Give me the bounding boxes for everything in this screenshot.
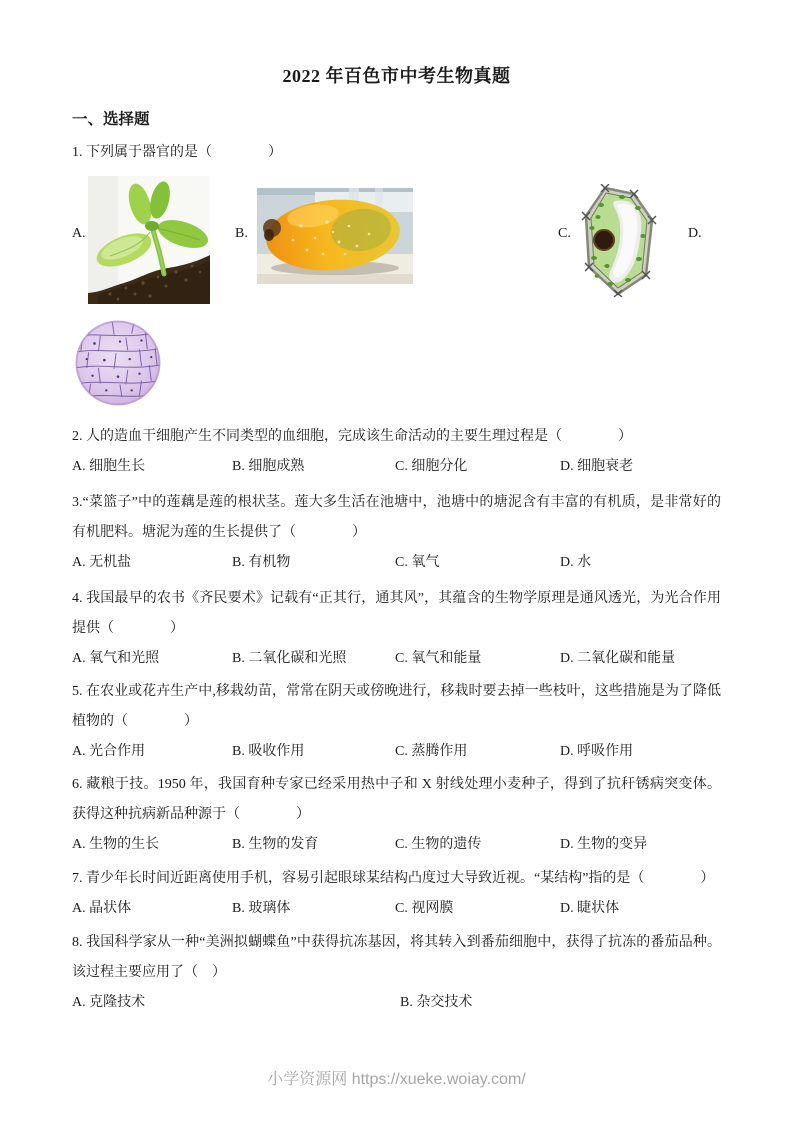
plant-cell-illustration (577, 184, 661, 297)
question-6 (72, 770, 721, 860)
question-7-option-a: A. 晶状体 (72, 901, 132, 916)
question-5-option-b: B. 吸收作用 (232, 744, 305, 759)
cell-micrograph (75, 320, 721, 406)
question-4-option-b: B. 二氧化碳和光照 (232, 651, 347, 666)
question-4-text: 4. 我国最早的农书《齐民要术》记载有“正其行，通其风”，其蕴含的生物学原理是通风透光，为光合作用提供（ ） (72, 591, 721, 636)
question-4-option-c: C. 氧气和能量 (395, 651, 482, 666)
footer-site-link[interactable]: 小学资源网 https://xueke.woiay.com/ (267, 1071, 526, 1088)
plant-cell-diagram (577, 184, 661, 297)
mango-illustration (257, 188, 413, 284)
seedling-photo (88, 176, 210, 304)
question-8-option-a: A. 克隆技术 (72, 995, 146, 1010)
question-7-text: 7. 青少年长时间近距离使用手机，容易引起眼球某结构凸度过大导致近视。“某结构”指的是（ ） (72, 871, 715, 886)
question-3-option-b: B. 有机物 (232, 555, 291, 570)
question-4-option-a: A. 氧气和光照 (72, 651, 160, 666)
question-4-option-d: D. 二氧化碳和能量 (560, 651, 676, 666)
question-8-option-b: B. 杂交技术 (400, 995, 473, 1010)
question-3-option-c: C. 氧气 (395, 555, 440, 570)
question-1-figure-row (72, 176, 721, 308)
question-7-option-d: D. 睫状体 (560, 901, 620, 916)
question-8 (72, 928, 721, 1018)
question-6-option-c: C. 生物的遗传 (395, 837, 482, 852)
micrograph-illustration (75, 320, 161, 406)
question-8-text: 8. 我国科学家从一种“美洲拟蝴蝶鱼”中获得抗冻基因，将其转入到番茄细胞中，获得了抗冻的番茄品种。该过程主要应用了（ ） (72, 935, 721, 980)
question-2-option-b: B. 细胞成熟 (232, 459, 305, 474)
question-2-option-a: A. 细胞生长 (72, 459, 146, 474)
question-5-option-d: D. 呼吸作用 (560, 744, 634, 759)
question-2-text: 2. 人的造血干细胞产生不同类型的血细胞，完成该生命活动的主要生理过程是（ ） (72, 429, 632, 444)
question-3-text: 3.“菜篮子”中的莲藕是莲的根状茎。莲大多生活在池塘中，池塘中的塘泥含有丰富的有机质，是非常好的有机肥料。塘泥为莲的生长提供了（ ） (72, 495, 721, 540)
mango-photo (257, 188, 413, 284)
question-7 (72, 864, 721, 924)
question-5 (72, 677, 721, 767)
question-3-option-d: D. 水 (560, 555, 592, 570)
question-7-option-b: B. 玻璃体 (232, 901, 291, 916)
option-letter-a: A. (72, 226, 86, 241)
question-3 (72, 488, 721, 578)
question-2-option-d: D. 细胞衰老 (560, 459, 634, 474)
question-6-option-b: B. 生物的发育 (232, 837, 319, 852)
question-5-text: 5. 在农业或花卉生产中,移栽幼苗，常常在阴天或傍晚进行，移栽时要去掉一些枝叶，这些措施是为了降低植物的（ ） (72, 684, 721, 729)
question-5-options (72, 737, 721, 767)
question-7-option-c: C. 视网膜 (395, 901, 454, 916)
question-5-option-a: A. 光合作用 (72, 744, 146, 759)
question-6-option-d: D. 生物的变异 (560, 837, 648, 852)
question-2-option-c: C. 细胞分化 (395, 459, 468, 474)
question-2 (72, 422, 721, 482)
section-heading-multiple-choice: 一、选择题 (72, 111, 150, 128)
option-letter-d: D. (688, 226, 702, 241)
question-3-option-a: A. 无机盐 (72, 555, 132, 570)
question-6-text: 6. 藏粮于技。1950 年，我国育种专家已经采用热中子和 X 射线处理小麦种子，得到了抗秆锈病突变体。获得这种抗病新品种源于（ ） (72, 777, 721, 822)
question-2-options (72, 452, 721, 482)
question-7-options (72, 894, 721, 924)
question-1-text: 1. 下列属于器官的是（ ） (72, 145, 282, 160)
option-letter-c: C. (558, 226, 571, 241)
question-6-options (72, 830, 721, 860)
seedling-illustration (88, 176, 210, 304)
question-5-option-c: C. 蒸腾作用 (395, 744, 468, 759)
question-4 (72, 584, 721, 674)
option-letter-b: B. (235, 226, 248, 241)
footer-watermark (0, 1068, 793, 1092)
question-6-option-a: A. 生物的生长 (72, 837, 160, 852)
question-4-options (72, 644, 721, 674)
page-title: 2022 年百色市中考生物真题 (282, 66, 511, 86)
question-8-options (72, 988, 721, 1018)
question-3-options (72, 548, 721, 578)
